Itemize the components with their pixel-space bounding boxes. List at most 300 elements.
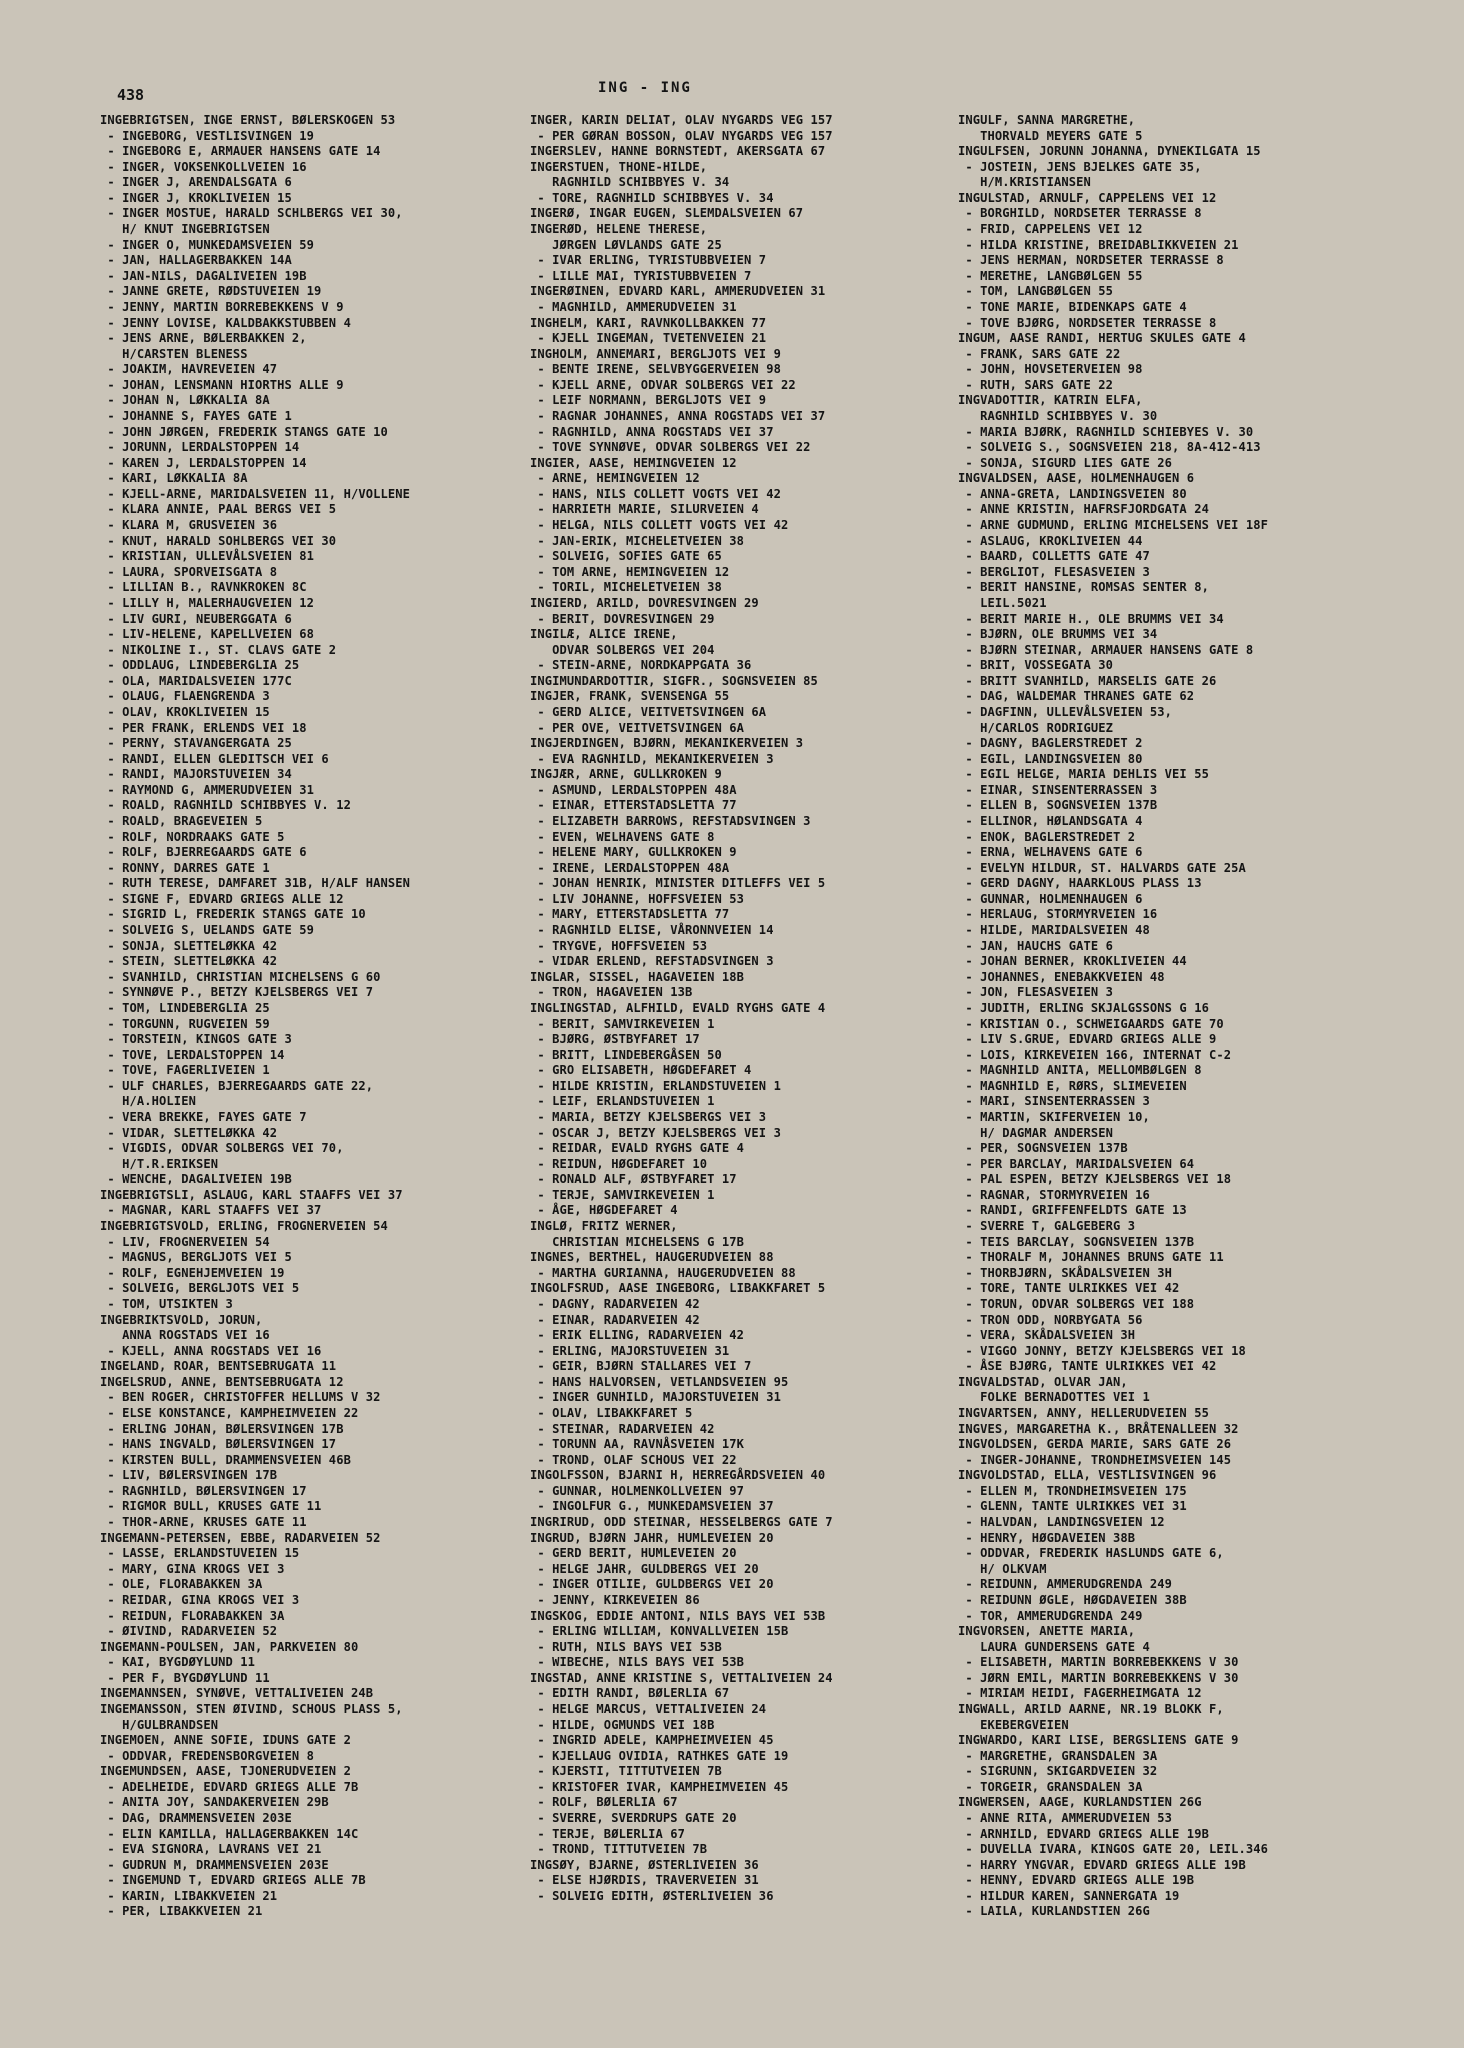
- directory-entry: - DAGFINN, ULLEVÅLSVEIEN 53,: [958, 704, 1173, 719]
- directory-entry: - LAILA, KURLANDSTIEN 26G: [958, 1904, 1150, 1919]
- directory-entry: - RANDI, GRIFFENFELDTS GATE 13: [958, 1203, 1187, 1218]
- directory-entry: - SVERRE T, GALGEBERG 3: [958, 1219, 1136, 1234]
- directory-entry: - HANS, NILS COLLETT VOGTS VEI 42: [530, 486, 781, 501]
- directory-entry: INGJERDINGEN, BJØRN, MEKANIKERVEIEN 3: [530, 736, 804, 751]
- directory-entry: - HELGE MARCUS, VETTALIVEIEN 24: [530, 1701, 767, 1716]
- directory-entry: - MARI, SINSENTERRASSEN 3: [958, 1094, 1150, 1109]
- directory-entry: - PER OVE, VEITVETSVINGEN 6A: [530, 720, 745, 735]
- directory-entry: - ANNE KRISTIN, HAFRSFJORDGATA 24: [958, 502, 1209, 517]
- directory-entry: - INGER J, KROKLIVEIEN 15: [100, 190, 292, 205]
- directory-entry: - ODDLAUG, LINDEBERGLIA 25: [100, 658, 300, 673]
- directory-entry: INGEMANSSON, STEN ØIVIND, SCHOUS PLASS 5,: [100, 1701, 403, 1716]
- directory-entry: - KJELL-ARNE, MARIDALSVEIEN 11, H/VOLLENE: [100, 486, 411, 501]
- directory-entry: - GERD BERIT, HUMLEVEIEN 20: [530, 1546, 737, 1561]
- directory-entry: - BAARD, COLLETTS GATE 47: [958, 549, 1150, 564]
- directory-entry: - ELIZABETH BARROWS, REFSTADSVINGEN 3: [530, 814, 811, 829]
- directory-entry: - JAN-ERIK, MICHELETVEIEN 38: [530, 533, 745, 548]
- directory-entry: - ENOK, BAGLERSTREDET 2: [958, 829, 1136, 844]
- directory-entry: - SOLVEIG, BERGLJOTS VEI 5: [100, 1281, 300, 1296]
- directory-column-2: [530, 113, 955, 1904]
- directory-entry: - TOM, LINDEBERGLIA 25: [100, 1000, 270, 1015]
- directory-entry: H/A.HOLIEN: [100, 1094, 196, 1109]
- directory-entry: - HELENE MARY, GULLKROKEN 9: [530, 845, 737, 860]
- directory-entry: INGLAR, SISSEL, HAGAVEIEN 18B: [530, 969, 745, 984]
- running-head: ING - ING: [598, 80, 692, 96]
- directory-entry: - EINAR, ETTERSTADSLETTA 77: [530, 798, 737, 813]
- directory-entry: - LIV, FROGNERVEIEN 54: [100, 1234, 270, 1249]
- directory-entry: - ARNHILD, EDVARD GRIEGS ALLE 19B: [958, 1826, 1209, 1841]
- directory-entry: - RAGNAR JOHANNES, ANNA ROGSTADS VEI 37: [530, 408, 826, 423]
- directory-entry: - EDITH RANDI, BØLERLIA 67: [530, 1686, 730, 1701]
- directory-entry: - RONNY, DARRES GATE 1: [100, 860, 270, 875]
- directory-entry: INGRIRUD, ODD STEINAR, HESSELBERGS GATE 7: [530, 1515, 833, 1530]
- directory-entry: - JOHAN N, LØKKALIA 8A: [100, 393, 270, 408]
- directory-entry: - REIDUN, FLORABAKKEN 3A: [100, 1608, 285, 1623]
- directory-entry: - OLAV, LIBAKKFARET 5: [530, 1405, 693, 1420]
- directory-entry: - RAYMOND G, AMMERUDVEIEN 31: [100, 782, 315, 797]
- directory-entry: INGVADOTTIR, KATRIN ELFA,: [958, 393, 1143, 408]
- directory-entry: - HILDUR KAREN, SANNERGATA 19: [958, 1888, 1180, 1903]
- directory-entry: - ANNA-GRETA, LANDINGSVEIEN 80: [958, 486, 1187, 501]
- directory-entry: - TORE, TANTE ULRIKKES VEI 42: [958, 1281, 1180, 1296]
- directory-entry: - RANDI, ELLEN GLEDITSCH VEI 6: [100, 751, 329, 766]
- directory-entry: - ASMUND, LERDALSTOPPEN 48A: [530, 782, 737, 797]
- directory-entry: - TOM, UTSIKTEN 3: [100, 1296, 233, 1311]
- directory-entry: RAGNHILD SCHIBBYES V. 30: [958, 408, 1158, 423]
- directory-entry: - MERETHE, LANGBØLGEN 55: [958, 268, 1143, 283]
- directory-entry: - REIDUN, HØGDEFARET 10: [530, 1156, 708, 1171]
- directory-entry: - KJELL INGEMAN, TVETENVEIEN 21: [530, 331, 767, 346]
- directory-entry: - VIGDIS, ODVAR SOLBERGS VEI 70,: [100, 1141, 344, 1156]
- directory-entry: - MARY, ETTERSTADSLETTA 77: [530, 907, 730, 922]
- directory-entry: - HANS INGVALD, BØLERSVINGEN 17: [100, 1437, 337, 1452]
- directory-entry: INGELAND, ROAR, BENTSEBRUGATA 11: [100, 1359, 337, 1374]
- directory-entry: - ERLING JOHAN, BØLERSVINGEN 17B: [100, 1421, 344, 1436]
- directory-entry: - KRISTIAN, ULLEVÅLSVEIEN 81: [100, 549, 315, 564]
- directory-entry: INGWALL, ARILD AARNE, NR.19 BLOKK F,: [958, 1701, 1224, 1716]
- directory-entry: - ERLING, MAJORSTUVEIEN 31: [530, 1343, 730, 1358]
- directory-entry: - MAGNHILD E, RØRS, SLIMEVEIEN: [958, 1078, 1187, 1093]
- directory-entry: - ROLF, BJERREGAARDS GATE 6: [100, 845, 307, 860]
- directory-entry: - TOVE, LERDALSTOPPEN 14: [100, 1047, 285, 1062]
- directory-entry: H/ OLKVAM: [958, 1561, 1047, 1576]
- directory-entry: - INGER GUNHILD, MAJORSTUVEIEN 31: [530, 1390, 781, 1405]
- directory-entry: - EINAR, SINSENTERRASSEN 3: [958, 782, 1158, 797]
- directory-entry: INGVES, MARGARETHA K., BRÅTENALLEEN 32: [958, 1421, 1239, 1436]
- directory-entry: - OLAV, KROKLIVEIEN 15: [100, 704, 270, 719]
- directory-entry: - TORUN, ODVAR SOLBERGS VEI 188: [958, 1296, 1195, 1311]
- directory-entry: - KRISTOFER IVAR, KAMPHEIMVEIEN 45: [530, 1779, 789, 1794]
- directory-entry: - PER GØRAN BOSSON, OLAV NYGARDS VEG 157: [530, 128, 833, 143]
- directory-entry: - JOHN, HOVSETERVEIEN 98: [958, 362, 1143, 377]
- directory-entry: - HILDE, OGMUNDS VEI 18B: [530, 1717, 715, 1732]
- directory-entry: INGIERD, ARILD, DOVRESVINGEN 29: [530, 595, 759, 610]
- directory-entry: INGVOLDSTAD, ELLA, VESTLISVINGEN 96: [958, 1468, 1217, 1483]
- directory-entry: - LAURA, SPORVEISGATA 8: [100, 564, 278, 579]
- directory-entry: - TORUNN AA, RAVNÅSVEIEN 17K: [530, 1437, 745, 1452]
- directory-entry: - VIDAR ERLEND, REFSTADSVINGEN 3: [530, 954, 774, 969]
- directory-entry: - LILLY H, MALERHAUGVEIEN 12: [100, 595, 315, 610]
- directory-entry: INGEMANNSEN, SYNØVE, VETTALIVEIEN 24B: [100, 1686, 374, 1701]
- directory-entry: - ERNA, WELHAVENS GATE 6: [958, 845, 1143, 860]
- directory-entry: H/CARSTEN BLENESS: [100, 346, 248, 361]
- directory-entry: INGULF, SANNA MARGRETHE,: [958, 113, 1136, 127]
- directory-entry: - VERA, SKÅDALSVEIEN 3H: [958, 1328, 1136, 1343]
- directory-entry: - MAGNHILD ANITA, MELLOMBØLGEN 8: [958, 1063, 1202, 1078]
- directory-entry: - EVA RAGNHILD, MEKANIKERVEIEN 3: [530, 751, 774, 766]
- directory-entry: FOLKE BERNADOTTES VEI 1: [958, 1390, 1150, 1405]
- directory-entry: INGWARDO, KARI LISE, BERGSLIENS GATE 9: [958, 1733, 1239, 1748]
- directory-entry: - ANITA JOY, SANDAKERVEIEN 29B: [100, 1795, 329, 1810]
- directory-entry: - REIDUNN, AMMERUDGRENDA 249: [958, 1577, 1173, 1592]
- directory-entry: INGULFSEN, JORUNN JOHANNA, DYNEKILGATA 15: [958, 144, 1261, 159]
- directory-entry: - MARTIN, SKIFERVEIEN 10,: [958, 1110, 1150, 1124]
- directory-entry: - INGER, VOKSENKOLLVEIEN 16: [100, 159, 307, 174]
- directory-entry: H/ KNUT INGEBRIGTSEN: [100, 222, 270, 237]
- directory-entry: - STEIN-ARNE, NORDKAPPGATA 36: [530, 658, 752, 673]
- directory-entry: - MIRIAM HEIDI, FAGERHEIMGATA 12: [958, 1686, 1202, 1701]
- directory-entry: - ELLEN M, TRONDHEIMSVEIEN 175: [958, 1483, 1187, 1498]
- directory-entry: - LIV S.GRUE, EDVARD GRIEGS ALLE 9: [958, 1032, 1217, 1047]
- directory-entry: - BORGHILD, NORDSETER TERRASSE 8: [958, 206, 1202, 221]
- directory-entry: - DAG, DRAMMENSVEIEN 203E: [100, 1811, 292, 1826]
- directory-entry: - INGER OTILIE, GULDBERGS VEI 20: [530, 1577, 774, 1592]
- directory-entry: - LEIF NORMANN, BERGLJOTS VEI 9: [530, 393, 767, 408]
- directory-entry: - DAG, WALDEMAR THRANES GATE 62: [958, 689, 1195, 704]
- directory-entry: - HALVDAN, LANDINGSVEIEN 12: [958, 1515, 1165, 1530]
- directory-entry: - TONE MARIE, BIDENKAPS GATE 4: [958, 299, 1187, 314]
- directory-entry: - REIDUNN ØGLE, HØGDAVEIEN 38B: [958, 1592, 1187, 1607]
- directory-entry: - EVELYN HILDUR, ST. HALVARDS GATE 25A: [958, 860, 1246, 875]
- directory-entry: ODVAR SOLBERGS VEI 204: [530, 642, 715, 657]
- directory-entry: INGHELM, KARI, RAVNKOLLBAKKEN 77: [530, 315, 767, 330]
- directory-entry: - GUNNAR, HOLMENHAUGEN 6: [958, 891, 1143, 906]
- directory-entry: - SVERRE, SVERDRUPS GATE 20: [530, 1811, 737, 1826]
- directory-entry: - GERD ALICE, VEITVETSVINGEN 6A: [530, 704, 767, 719]
- directory-entry: - MARTHA GURIANNA, HAUGERUDVEIEN 88: [530, 1265, 796, 1280]
- directory-entry: - HERLAUG, STORMYRVEIEN 16: [958, 907, 1158, 922]
- directory-entry: - JOHANNE S, FAYES GATE 1: [100, 408, 292, 423]
- directory-entry: - DAGNY, BAGLERSTREDET 2: [958, 736, 1143, 751]
- directory-entry: - PER BARCLAY, MARIDALSVEIEN 64: [958, 1156, 1195, 1171]
- directory-entry: - JENNY LOVISE, KALDBAKKSTUBBEN 4: [100, 315, 351, 330]
- directory-entry: - TROND, TITTUTVEIEN 7B: [530, 1842, 708, 1857]
- directory-entry: INGELSRUD, ANNE, BENTSEBRUGATA 12: [100, 1374, 344, 1389]
- directory-entry: INGIER, AASE, HEMINGVEIEN 12: [530, 455, 737, 470]
- directory-entry: - ANNE RITA, AMMERUDVEIEN 53: [958, 1811, 1173, 1826]
- directory-entry: - ROALD, RAGNHILD SCHIBBYES V. 12: [100, 798, 351, 813]
- directory-entry: - LILLIAN B., RAVNKROKEN 8C: [100, 580, 307, 595]
- directory-entry: - BRITT SVANHILD, MARSELIS GATE 26: [958, 673, 1217, 688]
- directory-entry: - JENS ARNE, BØLERBAKKEN 2,: [100, 331, 307, 346]
- directory-entry: - EGIL, LANDINGSVEIEN 80: [958, 751, 1143, 766]
- directory-entry: - ÅGE, HØGDEFARET 4: [530, 1203, 678, 1218]
- directory-entry: - BERIT HANSINE, ROMSAS SENTER 8,: [958, 580, 1209, 595]
- directory-entry: - JAN, HALLAGERBAKKEN 14A: [100, 253, 292, 268]
- directory-entry: CHRISTIAN MICHELSENS G 17B: [530, 1234, 745, 1249]
- directory-entry: INGVALDSTAD, OLVAR JAN,: [958, 1374, 1128, 1389]
- directory-entry: - JOHAN HENRIK, MINISTER DITLEFFS VEI 5: [530, 876, 826, 891]
- directory-entry: - JAN-NILS, DAGALIVEIEN 19B: [100, 268, 307, 283]
- directory-entry: - IVAR ERLING, TYRISTUBBVEIEN 7: [530, 253, 767, 268]
- directory-entry: - TOR, AMMERUDGRENDA 249: [958, 1608, 1143, 1623]
- directory-entry: INGJÆR, ARNE, GULLKROKEN 9: [530, 767, 722, 782]
- directory-entry: - HILDE KRISTIN, ERLANDSTUVEIEN 1: [530, 1078, 781, 1093]
- directory-entry: - ROLF, NORDRAAKS GATE 5: [100, 829, 285, 844]
- directory-entry: - INGER O, MUNKEDAMSVEIEN 59: [100, 237, 315, 252]
- directory-entry: - BRITT, LINDEBERGÅSEN 50: [530, 1047, 722, 1062]
- directory-entry: INGLØ, FRITZ WERNER,: [530, 1219, 678, 1234]
- directory-entry: - KLARA M, GRUSVEIEN 36: [100, 518, 278, 533]
- directory-entry: INGOLFSRUD, AASE INGEBORG, LIBAKKFARET 5: [530, 1281, 826, 1296]
- directory-entry: - VIDAR, SLETTELØKKA 42: [100, 1125, 278, 1140]
- directory-entry: - ROALD, BRAGEVEIEN 5: [100, 814, 263, 829]
- directory-entry: - KARIN, LIBAKKVEIEN 21: [100, 1888, 278, 1903]
- directory-entry: INGHOLM, ANNEMARI, BERGLJOTS VEI 9: [530, 346, 781, 361]
- directory-entry: H/ DAGMAR ANDERSEN: [958, 1125, 1114, 1140]
- directory-entry: - JANNE GRETE, RØDSTUVEIEN 19: [100, 284, 322, 299]
- directory-entry: - DUVELLA IVARA, KINGOS GATE 20, LEIL.346: [958, 1842, 1269, 1857]
- directory-entry: INGERSTUEN, THONE-HILDE,: [530, 159, 708, 174]
- directory-entry: INGULSTAD, ARNULF, CAPPELENS VEI 12: [958, 190, 1217, 205]
- directory-entry: - BJØRN, OLE BRUMMS VEI 34: [958, 627, 1158, 642]
- directory-entry: - TRON, HAGAVEIEN 13B: [530, 985, 693, 1000]
- directory-entry: LAURA GUNDERSENS GATE 4: [958, 1639, 1150, 1654]
- directory-entry: - LIV JOHANNE, HOFFSVEIEN 53: [530, 891, 745, 906]
- directory-entry: - TOVE, FAGERLIVEIEN 1: [100, 1063, 270, 1078]
- directory-entry: - ØIVIND, RADARVEIEN 52: [100, 1624, 278, 1639]
- directory-entry: - JOHAN, LENSMANN HIORTHS ALLE 9: [100, 377, 344, 392]
- directory-entry: - SOLVEIG S., SOGNSVEIEN 218, 8A-412-413: [958, 440, 1261, 455]
- directory-entry: H/T.R.ERIKSEN: [100, 1156, 219, 1171]
- directory-entry: - LIV, BØLERSVINGEN 17B: [100, 1468, 278, 1483]
- directory-entry: - DAGNY, RADARVEIEN 42: [530, 1296, 700, 1311]
- directory-entry: INGEMOEN, ANNE SOFIE, IDUNS GATE 2: [100, 1733, 351, 1748]
- directory-entry: INGVARTSEN, ANNY, HELLERUDVEIEN 55: [958, 1405, 1209, 1420]
- directory-entry: - OLE, FLORABAKKEN 3A: [100, 1577, 263, 1592]
- directory-entry: THORVALD MEYERS GATE 5: [958, 128, 1143, 143]
- directory-entry: - HELGA, NILS COLLETT VOGTS VEI 42: [530, 518, 789, 533]
- directory-entry: - INGEBORG, VESTLISVINGEN 19: [100, 128, 315, 143]
- directory-entry: - TORSTEIN, KINGOS GATE 3: [100, 1032, 292, 1047]
- directory-entry: - RUTH TERESE, DAMFARET 31B, H/ALF HANSEN: [100, 876, 411, 891]
- directory-entry: - KJELLAUG OVIDIA, RATHKES GATE 19: [530, 1748, 789, 1763]
- directory-entry: - RUTH, NILS BAYS VEI 53B: [530, 1639, 722, 1654]
- directory-entry: RAGNHILD SCHIBBYES V. 34: [530, 175, 730, 190]
- directory-entry: - INGER-JOHANNE, TRONDHEIMSVEIEN 145: [958, 1452, 1232, 1467]
- directory-entry: - KARI, LØKKALIA 8A: [100, 471, 248, 486]
- directory-entry: - TORIL, MICHELETVEIEN 38: [530, 580, 722, 595]
- directory-entry: INGILÆ, ALICE IRENE,: [530, 627, 678, 642]
- directory-entry: - MAGNUS, BERGLJOTS VEI 5: [100, 1250, 292, 1265]
- directory-entry: - GEIR, BJØRN STALLARES VEI 7: [530, 1359, 752, 1374]
- directory-entry: - TOM, LANGBØLGEN 55: [958, 284, 1114, 299]
- directory-entry: LEIL.5021: [958, 595, 1047, 610]
- directory-entry: - ELLEN B, SOGNSVEIEN 137B: [958, 798, 1158, 813]
- directory-entry: - MARIA BJØRK, RAGNHILD SCHIEBYES V. 30: [958, 424, 1254, 439]
- directory-entry: - TOVE BJØRG, NORDSETER TERRASSE 8: [958, 315, 1217, 330]
- directory-entry: - RIGMOR BULL, KRUSES GATE 11: [100, 1499, 322, 1514]
- directory-entry: - GRO ELISABETH, HØGDEFARET 4: [530, 1063, 752, 1078]
- directory-entry: INGOLFSSON, BJARNI H, HERREGÅRDSVEIEN 40: [530, 1468, 826, 1483]
- directory-entry: - HILDA KRISTINE, BREIDABLIKKVEIEN 21: [958, 237, 1239, 252]
- directory-entry: - JOHANNES, ENEBAKKVEIEN 48: [958, 969, 1165, 984]
- directory-entry: INGWERSEN, AAGE, KURLANDSTIEN 26G: [958, 1795, 1202, 1810]
- directory-entry: - JØRN EMIL, MARTIN BORREBEKKENS V 30: [958, 1670, 1239, 1685]
- directory-entry: - LILLE MAI, TYRISTUBBVEIEN 7: [530, 268, 752, 283]
- directory-entry: - JOAKIM, HAVREVEIEN 47: [100, 362, 278, 377]
- directory-entry: - SYNNØVE P., BETZY KJELSBERGS VEI 7: [100, 985, 374, 1000]
- directory-entry: - TOVE SYNNØVE, ODVAR SOLBERGS VEI 22: [530, 440, 811, 455]
- directory-entry: - WENCHE, DAGALIVEIEN 19B: [100, 1172, 292, 1187]
- directory-entry: INGIMUNDARDOTTIR, SIGFR., SOGNSVEIEN 85: [530, 673, 818, 688]
- directory-entry: - REIDAR, GINA KROGS VEI 3: [100, 1592, 300, 1607]
- directory-entry: - JUDITH, ERLING SKJALGSSONS G 16: [958, 1000, 1209, 1015]
- directory-entry: INGEBRIGTSEN, INGE ERNST, BØLERSKOGEN 53: [100, 113, 396, 127]
- directory-entry: - EINAR, RADARVEIEN 42: [530, 1312, 700, 1327]
- directory-entry: - TORGUNN, RUGVEIEN 59: [100, 1016, 270, 1031]
- directory-entry: INGUM, AASE RANDI, HERTUG SKULES GATE 4: [958, 331, 1246, 346]
- directory-entry: - ERLING WILLIAM, KONVALLVEIEN 15B: [530, 1624, 789, 1639]
- directory-entry: - INGOLFUR G., MUNKEDAMSVEIEN 37: [530, 1499, 774, 1514]
- directory-entry: - TEIS BARCLAY, SOGNSVEIEN 137B: [958, 1234, 1195, 1249]
- directory-entry: INGEMANN-PETERSEN, EBBE, RADARVEIEN 52: [100, 1530, 381, 1545]
- directory-entry: - MAGNAR, KARL STAAFFS VEI 37: [100, 1203, 322, 1218]
- directory-entry: - LIV GURI, NEUBERGGATA 6: [100, 611, 292, 626]
- directory-entry: - RAGNHILD, ANNA ROGSTADS VEI 37: [530, 424, 774, 439]
- directory-entry: - OLAUG, FLAENGRENDA 3: [100, 689, 270, 704]
- directory-entry: - ADELHEIDE, EDVARD GRIEGS ALLE 7B: [100, 1779, 359, 1794]
- directory-entry: - SIGNE F, EDVARD GRIEGS ALLE 12: [100, 891, 344, 906]
- directory-column-1: [100, 113, 495, 1920]
- directory-entry: - INGER J, ARENDALSGATA 6: [100, 175, 292, 190]
- directory-entry: - HENNY, EDVARD GRIEGS ALLE 19B: [958, 1873, 1195, 1888]
- directory-entry: INGNES, BERTHEL, HAUGERUDVEIEN 88: [530, 1250, 774, 1265]
- directory-entry: - IRENE, LERDALSTOPPEN 48A: [530, 860, 730, 875]
- directory-entry: - ELSE HJØRDIS, TRAVERVEIEN 31: [530, 1873, 759, 1888]
- directory-entry: - GUNNAR, HOLMENKOLLVEIEN 97: [530, 1483, 745, 1498]
- directory-entry: - TORGEIR, GRANSDALEN 3A: [958, 1779, 1143, 1794]
- directory-entry: - KNUT, HARALD SOHLBERGS VEI 30: [100, 533, 337, 548]
- directory-entry: - HILDE, MARIDALSVEIEN 48: [958, 923, 1150, 938]
- directory-entry: - JOHAN BERNER, KROKLIVEIEN 44: [958, 954, 1187, 969]
- directory-entry: - VERA BREKKE, FAYES GATE 7: [100, 1110, 307, 1124]
- directory-entry: - INGEBORG E, ARMAUER HANSENS GATE 14: [100, 144, 381, 159]
- directory-entry: - PER FRANK, ERLENDS VEI 18: [100, 720, 307, 735]
- directory-entry: - REIDAR, EVALD RYGHS GATE 4: [530, 1141, 745, 1156]
- directory-entry: - KJERSTI, TITTUTVEIEN 7B: [530, 1764, 722, 1779]
- directory-entry: - ODDVAR, FREDENSBORGVEIEN 8: [100, 1748, 315, 1763]
- directory-entry: - INGRID ADELE, KAMPHEIMVEIEN 45: [530, 1733, 774, 1748]
- directory-entry: - HARRIETH MARIE, SILURVEIEN 4: [530, 502, 759, 517]
- directory-entry: H/M.KRISTIANSEN: [958, 175, 1091, 190]
- directory-entry: - ELSE KONSTANCE, KAMPHEIMVEIEN 22: [100, 1405, 359, 1420]
- directory-entry: - SONJA, SIGURD LIES GATE 26: [958, 455, 1173, 470]
- directory-entry: - BEN ROGER, CHRISTOFFER HELLUMS V 32: [100, 1390, 381, 1405]
- directory-entry: - WIBECHE, NILS BAYS VEI 53B: [530, 1655, 745, 1670]
- directory-entry: - SVANHILD, CHRISTIAN MICHELSENS G 60: [100, 969, 381, 984]
- directory-entry: - MARY, GINA KROGS VEI 3: [100, 1561, 285, 1576]
- directory-entry: - ASLAUG, KROKLIVEIEN 44: [958, 533, 1143, 548]
- directory-entry: - RAGNAR, STORMYRVEIEN 16: [958, 1187, 1150, 1202]
- directory-entry: - PERNY, STAVANGERGATA 25: [100, 736, 292, 751]
- directory-entry: - JENNY, MARTIN BORREBEKKENS V 9: [100, 299, 344, 314]
- directory-entry: - JOHN JØRGEN, FREDERIK STANGS GATE 10: [100, 424, 388, 439]
- directory-entry: - MARGRETHE, GRANSDALEN 3A: [958, 1748, 1158, 1763]
- directory-entry: - GUDRUN M, DRAMMENSVEIEN 203E: [100, 1857, 329, 1872]
- directory-entry: - KAREN J, LERDALSTOPPEN 14: [100, 455, 307, 470]
- directory-entry: - JOSTEIN, JENS BJELKES GATE 35,: [958, 159, 1202, 174]
- directory-entry: - THOR-ARNE, KRUSES GATE 11: [100, 1515, 307, 1530]
- directory-entry: - RAGNHILD, BØLERSVINGEN 17: [100, 1483, 307, 1498]
- directory-entry: - TROND, OLAF SCHOUS VEI 22: [530, 1452, 737, 1467]
- directory-entry: - LASSE, ERLANDSTUVEIEN 15: [100, 1546, 300, 1561]
- directory-entry: - STEIN, SLETTELØKKA 42: [100, 954, 278, 969]
- directory-entry: - TRON ODD, NORBYGATA 56: [958, 1312, 1143, 1327]
- directory-entry: - JON, FLESASVEIEN 3: [958, 985, 1114, 1000]
- directory-entry: - STEINAR, RADARVEIEN 42: [530, 1421, 715, 1436]
- directory-entry: INGERØINEN, EDVARD KARL, AMMERUDVEIEN 31: [530, 284, 826, 299]
- directory-entry: INGER, KARIN DELIAT, OLAV NYGARDS VEG 157: [530, 113, 833, 127]
- directory-entry: INGSØY, BJARNE, ØSTERLIVEIEN 36: [530, 1857, 759, 1872]
- directory-entry: - SOLVEIG EDITH, ØSTERLIVEIEN 36: [530, 1888, 774, 1903]
- directory-entry: - PAL ESPEN, BETZY KJELSBERGS VEI 18: [958, 1172, 1232, 1187]
- directory-entry: - JENS HERMAN, NORDSETER TERRASSE 8: [958, 253, 1224, 268]
- directory-entry: - EGIL HELGE, MARIA DEHLIS VEI 55: [958, 767, 1209, 782]
- directory-entry: INGERSLEV, HANNE BORNSTEDT, AKERSGATA 67: [530, 144, 826, 159]
- directory-entry: - HANS HALVORSEN, VETLANDSVEIEN 95: [530, 1374, 789, 1389]
- directory-entry: - TORE, RAGNHILD SCHIBBYES V. 34: [530, 190, 774, 205]
- directory-entry: - EVA SIGNORA, LAVRANS VEI 21: [100, 1842, 322, 1857]
- directory-entry: - BERGLIOT, FLESASVEIEN 3: [958, 564, 1150, 579]
- directory-entry: - JAN, HAUCHS GATE 6: [958, 938, 1114, 953]
- directory-entry: - KLARA ANNIE, PAAL BERGS VEI 5: [100, 502, 337, 517]
- directory-entry: - RANDI, MAJORSTUVEIEN 34: [100, 767, 292, 782]
- directory-entry: - PER, SOGNSVEIEN 137B: [958, 1141, 1128, 1156]
- directory-entry: - TERJE, BØLERLIA 67: [530, 1826, 686, 1841]
- directory-entry: H/CARLOS RODRIGUEZ: [958, 720, 1114, 735]
- directory-entry: - KAI, BYGDØYLUND 11: [100, 1655, 256, 1670]
- directory-entry: - ARNE, HEMINGVEIEN 12: [530, 471, 700, 486]
- directory-entry: - JENNY, KIRKEVEIEN 86: [530, 1592, 700, 1607]
- directory-column-3: [958, 113, 1364, 1920]
- directory-entry: - FRID, CAPPELENS VEI 12: [958, 222, 1143, 237]
- directory-entry: - ULF CHARLES, BJERREGAARDS GATE 22,: [100, 1078, 374, 1093]
- directory-entry: - OLA, MARIDALSVEIEN 177C: [100, 673, 292, 688]
- directory-entry: - HENRY, HØGDAVEIEN 38B: [958, 1530, 1136, 1545]
- directory-entry: INGEMUNDSEN, AASE, TJONERUDVEIEN 2: [100, 1764, 351, 1779]
- directory-entry: - ÅSE BJØRG, TANTE ULRIKKES VEI 42: [958, 1359, 1217, 1374]
- directory-entry: - PER F, BYGDØYLUND 11: [100, 1670, 270, 1685]
- directory-entry: INGSTAD, ANNE KRISTINE S, VETTALIVEIEN 24: [530, 1670, 833, 1685]
- directory-entry: - TERJE, SAMVIRKEVEIEN 1: [530, 1187, 715, 1202]
- directory-entry: H/GULBRANDSEN: [100, 1717, 219, 1732]
- directory-entry: - KIRSTEN BULL, DRAMMENSVEIEN 46B: [100, 1452, 351, 1467]
- directory-entry: INGEBRIGTSLI, ASLAUG, KARL STAAFFS VEI 37: [100, 1187, 403, 1202]
- directory-entry: - JORUNN, LERDALSTOPPEN 14: [100, 440, 300, 455]
- directory-entry: - ELLINOR, HØLANDSGATA 4: [958, 814, 1143, 829]
- directory-entry: - ROLF, BØLERLIA 67: [530, 1795, 678, 1810]
- directory-entry: INGLINGSTAD, ALFHILD, EVALD RYGHS GATE 4: [530, 1000, 826, 1015]
- directory-entry: - MAGNHILD, AMMERUDVEIEN 31: [530, 299, 737, 314]
- directory-entry: - LIV-HELENE, KAPELLVEIEN 68: [100, 627, 315, 642]
- directory-entry: - RONALD ALF, ØSTBYFARET 17: [530, 1172, 737, 1187]
- directory-entry: INGSKOG, EDDIE ANTONI, NILS BAYS VEI 53B: [530, 1608, 826, 1623]
- directory-entry: - HARRY YNGVAR, EDVARD GRIEGS ALLE 19B: [958, 1857, 1246, 1872]
- directory-entry: - INGEMUND T, EDVARD GRIEGS ALLE 7B: [100, 1873, 366, 1888]
- directory-entry: - ROLF, EGNEHJEMVEIEN 19: [100, 1265, 285, 1280]
- directory-entry: - KJELL, ANNA ROGSTADS VEI 16: [100, 1343, 322, 1358]
